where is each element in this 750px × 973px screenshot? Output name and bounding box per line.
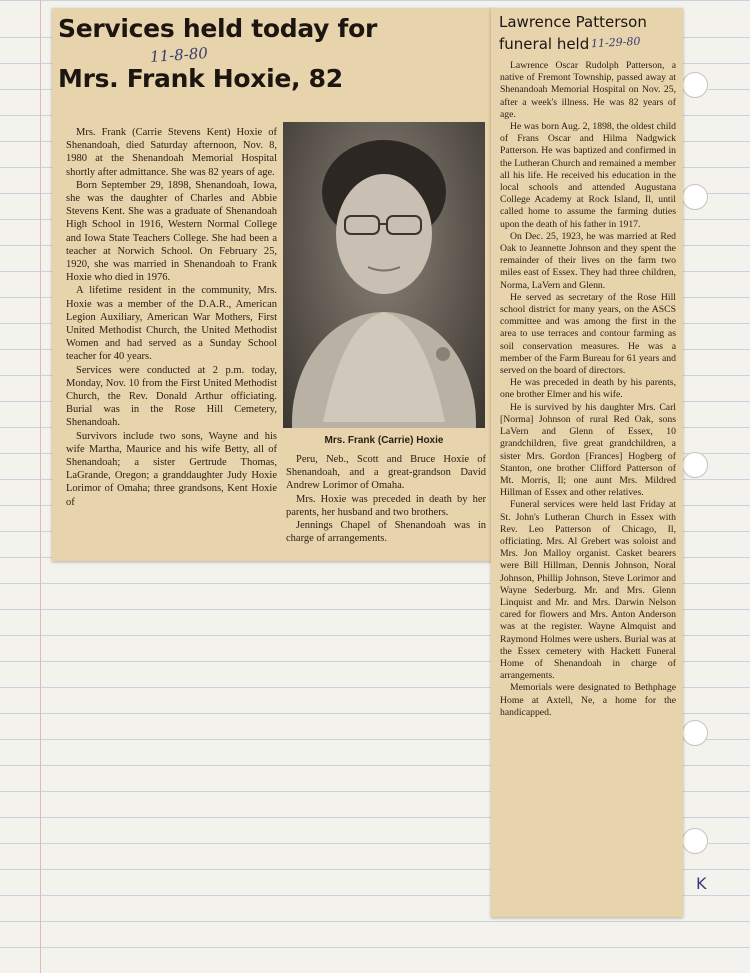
binder-hole: [682, 452, 708, 478]
binder-hole: [682, 72, 708, 98]
margin-line: [40, 0, 41, 973]
binder-hole: [682, 828, 708, 854]
article-column-left: [66, 126, 277, 509]
paragraph: Mrs. Frank (Carrie Stevens Kent) Hoxie of Shenandoah, died Saturday afternoon, Nov. 8, 1980 at the Shenandoah Memorial Hospital shortly after admittance. She was 82 years of age.: [66, 127, 277, 178]
paragraph: Memorials were designated to Bethphage Home at Axtell, Ne, a home for the handicapped.: [500, 682, 676, 718]
headline-line-2: Mrs. Frank Hoxie, 82: [58, 64, 343, 93]
paragraph: Services were conducted at 2 p.m. today, Monday, Nov. 10 from the First United Methodist Church, the Rev. Donald Arthur officiating. Burial was in the Rose Hill Cemetery, Shenandoah.: [66, 364, 277, 429]
paragraph: Mrs. Hoxie was preceded in death by her parents, her husband and two brothers.: [286, 493, 486, 518]
handwritten-page-mark: K: [696, 874, 707, 893]
headline-line-1: Services held today for: [58, 14, 378, 43]
side-title-line-2: funeral held: [499, 35, 590, 53]
paragraph: He was preceded in death by his parents, one brother Elmer and his wife.: [500, 377, 676, 401]
paragraph: Jennings Chapel of Shenandoah was in charge of arrangements.: [286, 520, 486, 545]
paragraph: Peru, Neb., Scott and Bruce Hoxie of Shenandoah, and a great-grandson David Andrew Lorimor of Omaha.: [286, 454, 486, 492]
paragraph: He is survived by his daughter Mrs. Carl [Norma] Johnson of rural Red Oak, sons LaVern and Glenn of Essex, 10 grandchildren, five great grandchildren, a sister Mrs. Gordon [Frances] Hogberg of Stanton, one brother Clifford Patterson of Mt. Morris, Il; one aunt Mrs. Mildred Hillman of Essex and other relatives.: [500, 401, 676, 499]
side-title-line-1: Lawrence Patterson: [499, 13, 647, 31]
portrait-photo: [283, 122, 485, 428]
paragraph: Funeral services were held last Friday at St. John's Lutheran Church in Essex with Rev. Leo Patterson of Chicago, Il, officiating. Mrs. Al Grebert was soloist and Mrs. Jon Malloy organist. Casket bearers were Bill Hillman, Dennis Johnson, Noral Johnson, Phillip Johnson, Steve Lorimor and Wayne Sederburg. Mr. and Mrs. Glenn Linquist and Mr. and Mrs. Darwin Nelson cared for flowers and Mrs. Anton Anderson was at the register. Wayne Almquist and Raymond Holmes were ushers. Burial was at the Essex cemetery with Hackett Funeral Home of Shenandoah in charge of arrangements.: [500, 499, 676, 682]
photo-caption: Mrs. Frank (Carrie) Hoxie: [324, 435, 444, 446]
binder-hole: [682, 184, 708, 210]
paragraph: Born September 29, 1898, Shenandoah, Iowa, she was the daughter of Charles and Abbie Stevens Kent. She was a graduate of Shenandoah High School in 1916, Western Normal College and Iowa State Teachers College. She had been a teacher at Norwich School. On February 25, 1920, she was married in Shenandoah to Frank Hoxie who died in 1976.: [66, 179, 277, 284]
handwritten-date: 11-8-80: [149, 44, 209, 66]
paragraph: Survivors include two sons, Wayne and his wife Martha, Maurice and his wife Betty, all of Shenandoah; a sister Gertrude Thomas, LaGrande, Oregon; a granddaughter Judy Hoxie Lorimor of Omaha; three grandsons, Kent Hoxie of: [66, 430, 277, 508]
hoxie-obituary-clipping: [52, 8, 493, 561]
paragraph: Lawrence Oscar Rudolph Patterson, a native of Fremont Township, passed away at Shenandoah Memorial Hospital on Nov. 25, after a week's illness. He was 82 years of age.: [500, 60, 676, 120]
portrait-photo-drawing: [283, 122, 485, 428]
patterson-obituary-clipping: [491, 8, 683, 917]
paragraph: A lifetime resident in the community, Mrs. Hoxie was a member of the D.A.R., American Legion Auxiliary, American War Mothers, First United Methodist Church, the United Methodist Women and had served as a Sunday School teacher for 40 years.: [66, 285, 277, 363]
side-article-body: [500, 60, 676, 719]
paragraph: He was born Aug. 2, 1898, the oldest child of Frans Oscar and Hilma Nadgwick Patterson. He was baptized and confirmed in the Lutheran Church and remained a member all his life. He received his education in the local schools and attended Augustana College Academy at Rock Island, Il, until called home to assume the farming duties upon the death of his father in 1917.: [500, 121, 676, 230]
binder-hole: [682, 720, 708, 746]
article-column-right: [286, 453, 486, 545]
handwritten-date: 11-29-80: [590, 34, 641, 51]
paragraph: He served as secretary of the Rose Hill school district for many years, on the ASCS committee and was among the first in the area to use terraces and contour farming as soil conservation measures. He was a member of the Farm Bureau for 61 years and served on the board of directors.: [500, 291, 676, 377]
paragraph: On Dec. 25, 1923, he was married at Red Oak to Jeannette Johnson and they spent the remainder of their lives on the farm two miles east of Essex. They had three children, Norma, LaVern and Glenn.: [500, 230, 676, 291]
